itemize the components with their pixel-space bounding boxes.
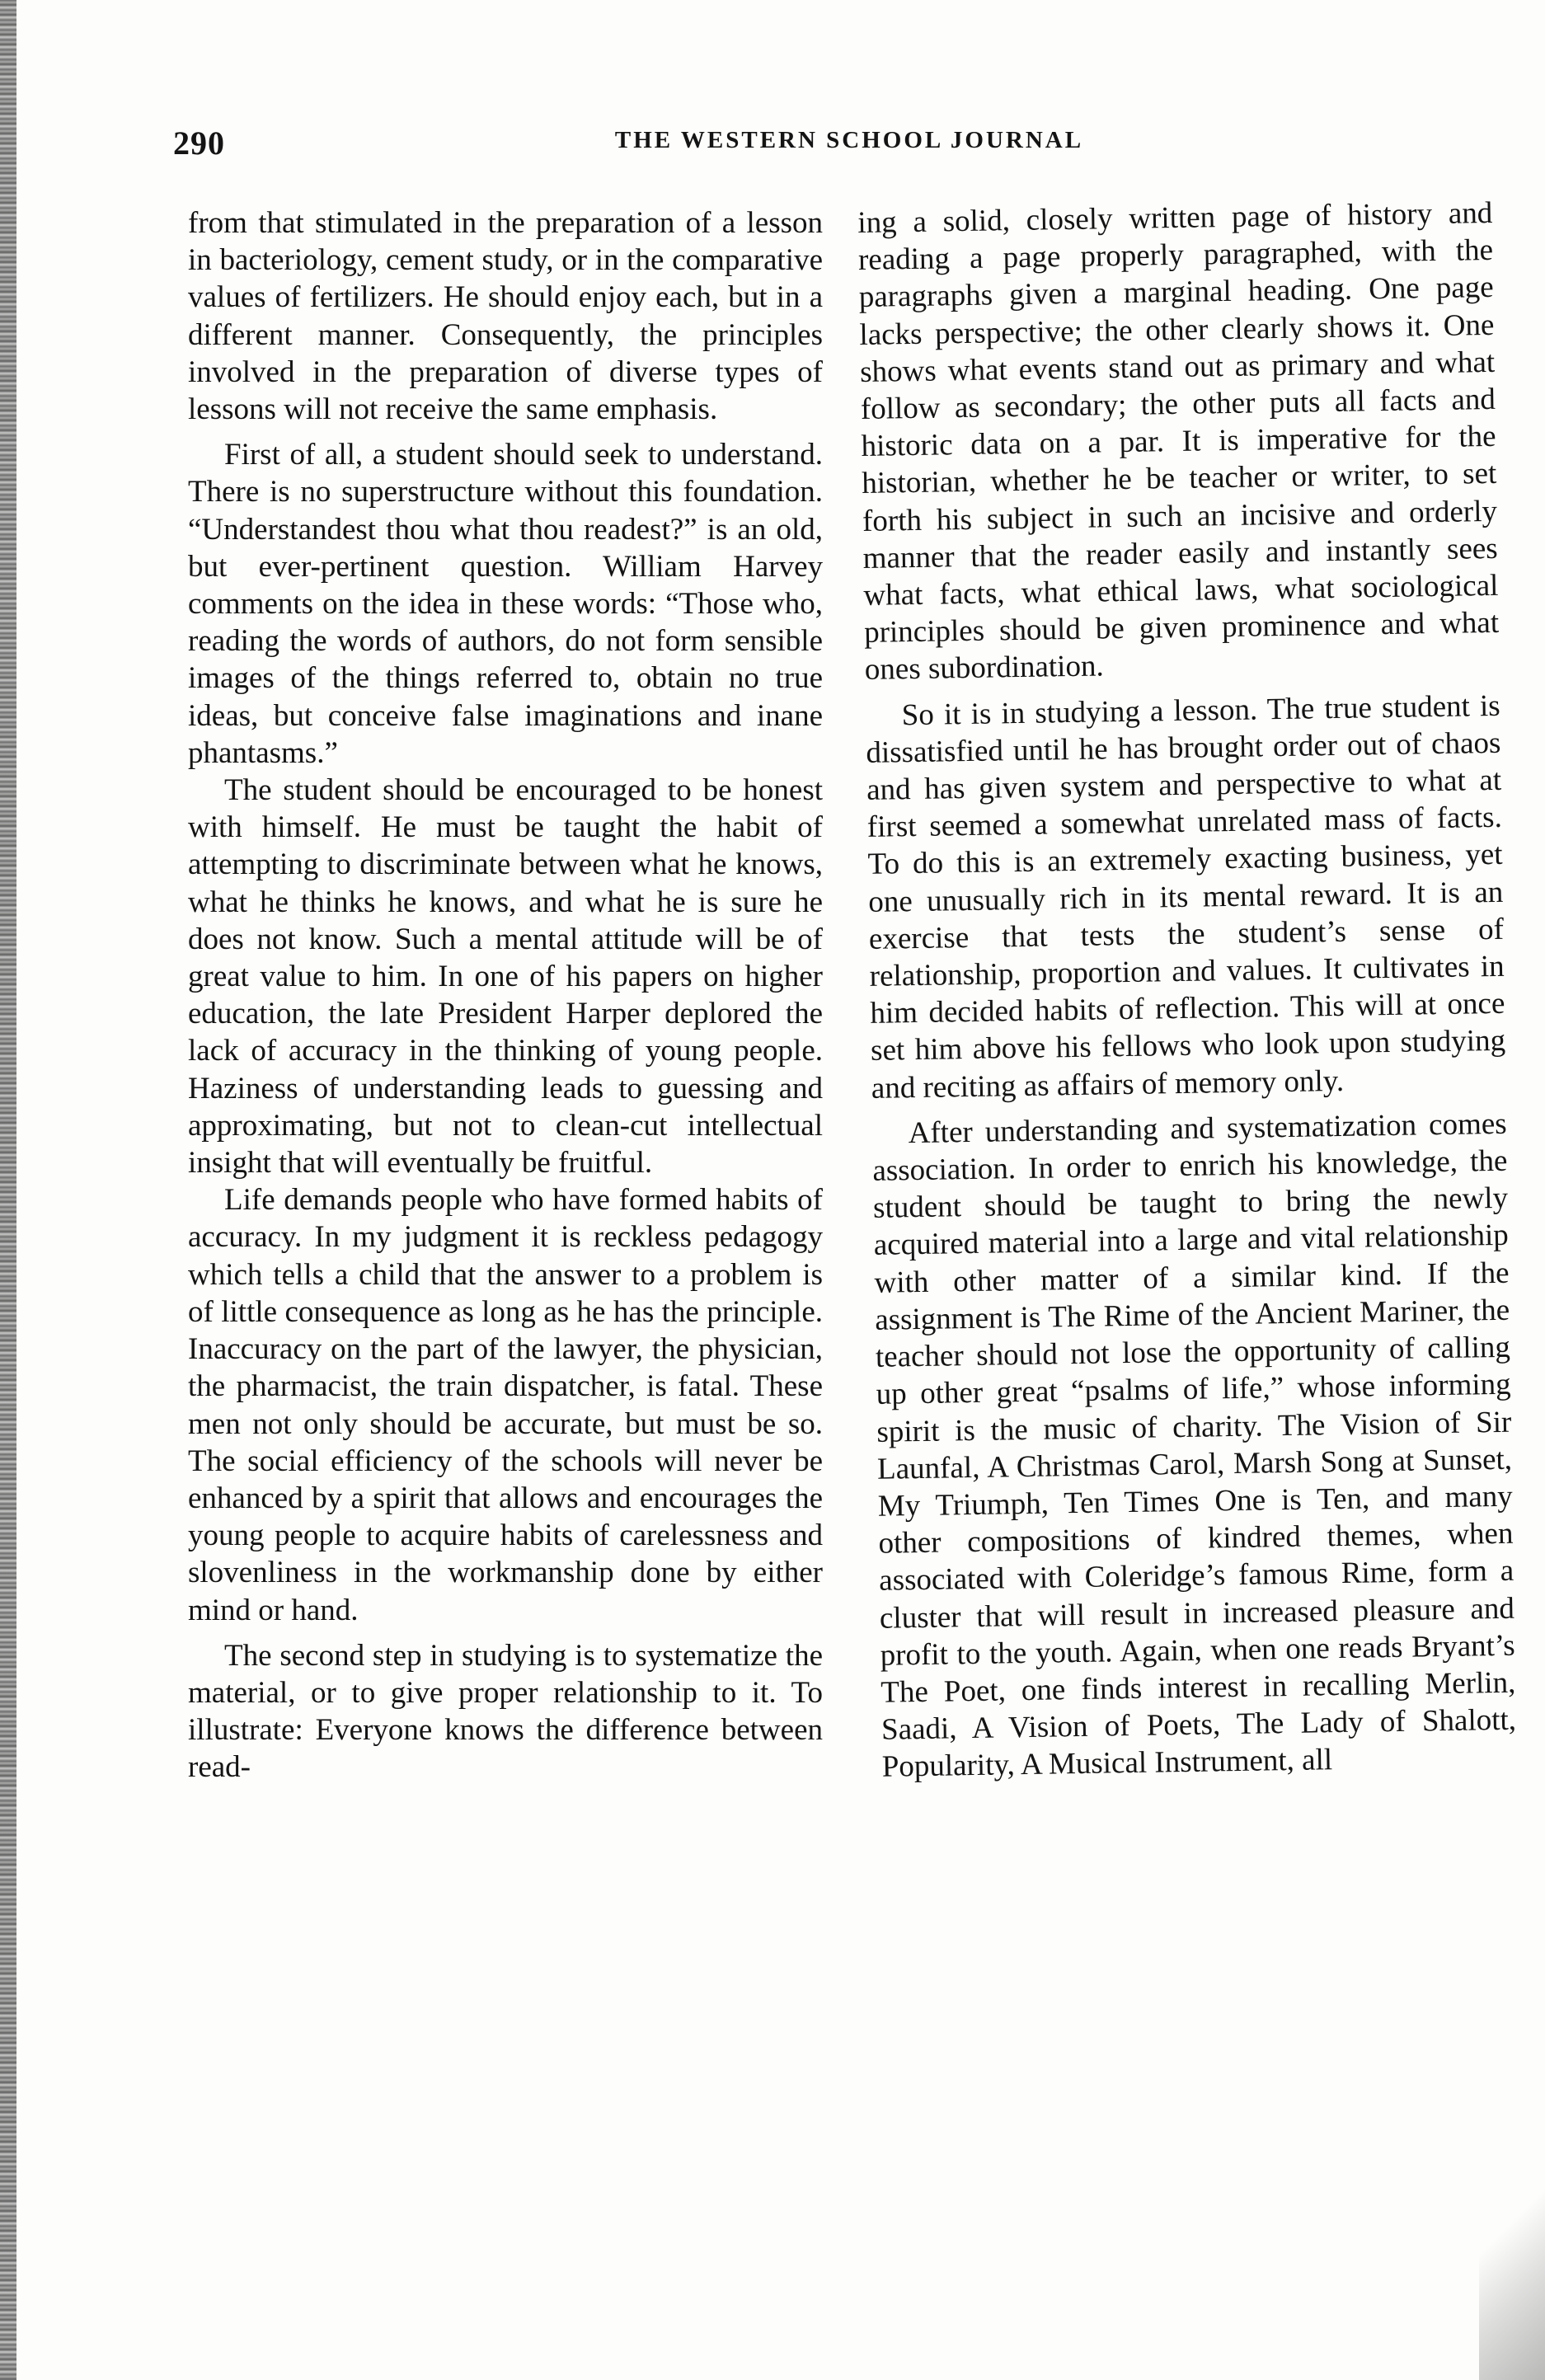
- paragraph: The second step in studying is to systematize the material, or to give proper relationship to it. To illustrate: Everyone knows the difference between read-: [188, 1638, 823, 1785]
- paragraph: First of all, a student should seek to understand. There is no superstructure without this foundation. “Understandest thou what thou readest?” is an old, but ever-pertinent question. William Harvey comments on the idea in these words: “Those who, reading the words of authors, do not form sensible images of the things referred to, obtain no true ideas, but conceive false imaginations and inane phantasms.”: [188, 438, 823, 770]
- journal-title: THE WESTERN SCHOOL JOURNAL: [614, 127, 1084, 153]
- scanned-page-curl: [1479, 2127, 1545, 2380]
- left-column: [188, 204, 823, 1786]
- right-column: [857, 195, 1517, 1786]
- paragraph: from that stimulated in the preparation of a lesson in bacteriology, cement study, or in the comparative values of fertilizers. He should enjoy each, but in a different manner. Consequently, the principles involved in the preparation of diverse types of lessons will not receive the same emphasis.: [188, 206, 823, 427]
- paragraph: So it is in studying a lesson. The true student is dissatisfied until he has brought order out of chaos and has given system and perspective to what at first seemed a somewhat unrelated mass of facts. To do this is an extremely exacting business, yet one unusually rich in its mental reward. It is an exercise that tests the student’s sense of relationship, proportion and values. It cultivates in him decided habits of reflection. This will at once set him above his fellows who look upon studying and reciting as affairs of memory only.: [866, 688, 1506, 1106]
- page-number: 290: [173, 124, 225, 162]
- paragraph: Life demands people who have formed habits of accuracy. In my judgment it is reckless pedagogy which tells a child that the answer to a problem is of little consequence as long as he has the principle. Inaccuracy on the part of the lawyer, the physician, the pharmacist, the train dispatcher, is fatal. These men not only should be accurate, but must be so. The social efficiency of the schools will never be enhanced by a spirit that allows and encourages the young people to acquire habits of carelessness and slovenliness in the workmanship done by either mind or hand.: [188, 1183, 823, 1627]
- paragraph: ing a solid, closely written page of history and reading a page properly paragraphed, with the paragraphs given a marginal heading. One page lacks perspective; the other clearly shows it. One shows what events stand out as primary and what follow as secondary; the other puts all facts and historic data on a par. It is imperative for the historian, whether he be teacher or writer, to set forth his subject in such an incisive and orderly manner that the reader easily and instantly sees what facts, what ethical laws, what sociological principles should be given prominence and what ones subordination.: [857, 195, 1500, 688]
- scanned-binding-edge: [0, 0, 16, 2380]
- paragraph: The student should be encouraged to be honest with himself. He must be taught the habit of attempting to discriminate between what he knows, what he thinks he knows, and what he is sure he does not know. Such a mental attitude will be of great value to him. In one of his papers on higher education, the late President Harper deplored the lack of accuracy in the thinking of young people. Haziness of understanding leads to guessing and approximating, but not to clean-cut intellectual insight that will eventually be fruitful.: [188, 773, 823, 1181]
- running-head: [173, 124, 1476, 173]
- paragraph: After understanding and systematization comes association. In order to enrich his knowledge, the student should be taught to bring the newly acquired material into a large and vital relationship with other matter of a similar kind. If the assignment is The Rime of the Ancient Mariner, the teacher should not lose the opportunity of calling up other great “psalms of life,” whose informing spirit is the music of charity. The Vision of Sir Launfal, A Christmas Carol, Marsh Song at Sunset, My Triumph, Ten Times One is Ten, and many other compositions of kindred themes, when associated with Coleridge’s famous Rime, form a cluster that will result in increased pleasure and profit to the youth. Again, when one reads Bryant’s The Poet, one finds interest in recalling Merlin, Saadi, A Vision of Poets, The Lady of Shalott, Popularity, A Musical Instrument, all: [872, 1106, 1517, 1785]
